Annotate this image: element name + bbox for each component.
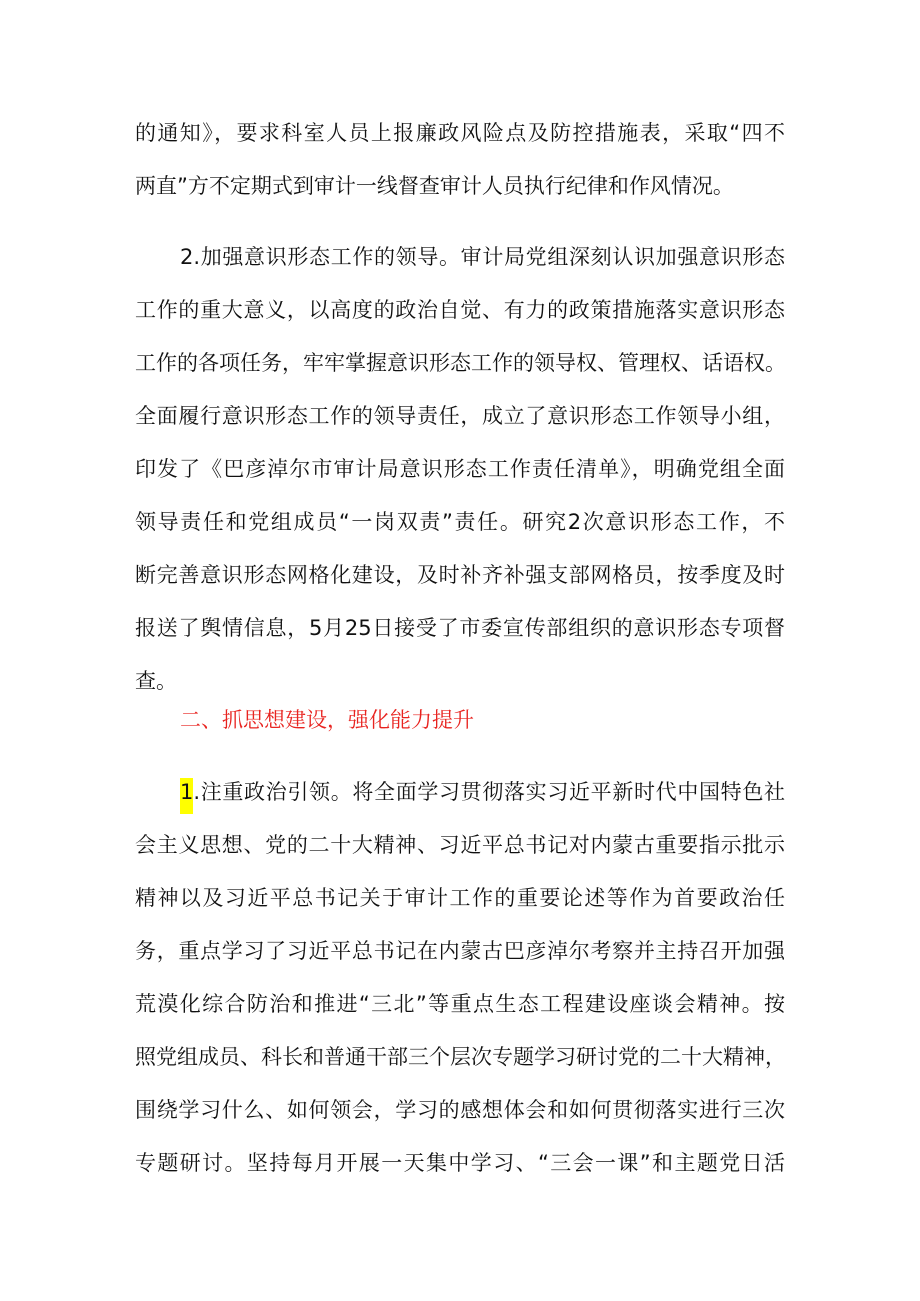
- paragraph-line-first: [135, 766, 785, 819]
- paragraph-line: 断完善意识形态网格化建设，及时补齐补强支部网格员，按季度及时: [135, 563, 785, 587]
- paragraph-continuation: [135, 107, 785, 213]
- paragraph-line: 领导责任和党组成员“一岗双责”责任。研究2次意识形态工作，不: [135, 510, 785, 534]
- paragraph-line: 印发了《巴彦淖尔市审计局意识形态工作责任清单》，明确党组全面: [135, 457, 785, 481]
- paragraph-line: 专题研讨。坚持每月开展一天集中学习、“三会一课”和主题党日活: [135, 1151, 785, 1175]
- paragraph-line: 工作的各项任务，牢牢掌握意识形态工作的领导权、管理权、话语权。: [135, 351, 786, 375]
- paragraph-line: 荒漠化综合防治和推进“三北”等重点生态工程建设座谈会精神。按: [135, 992, 785, 1016]
- paragraph-line: 会主义思想、党的二十大精神、习近平总书记对内蒙古重要指示批示: [135, 833, 785, 857]
- paragraph-line: 围绕学习什么、如何领会，学习的感想体会和如何贯彻落实进行三次: [135, 1098, 785, 1122]
- paragraph-line: 查。: [135, 669, 177, 693]
- paragraph-line: 精神以及习近平总书记关于审计工作的重要论述等作为首要政治任: [135, 886, 785, 910]
- paragraph-line: 两直”方不定期式到审计一线督查审计人员执行纪律和作风情况。: [135, 174, 734, 198]
- paragraph-political-guidance: [135, 766, 785, 1190]
- paragraph-line: 全面履行意识形态工作的领导责任，成立了意识形态工作领导小组，: [135, 404, 785, 428]
- paragraph-line: 报送了舆情信息，5月25日接受了市委宣传部组织的意识形态专项督: [135, 616, 785, 640]
- paragraph-line: 2.加强意识形态工作的领导。审计局党组深刻认识加强意识形态: [180, 245, 785, 269]
- paragraph-ideology-leadership: [135, 231, 785, 708]
- paragraph-line-rest: .注重政治引领。将全面学习贯彻落实习近平新时代中国特色社: [193, 780, 785, 804]
- paragraph-line: 务，重点学习了习近平总书记在内蒙古巴彦淖尔考察并主持召开加强: [135, 939, 785, 963]
- section-heading: 二、抓思想建设，强化能力提升: [180, 708, 474, 732]
- paragraph-line: 工作的重大意义，以高度的政治自觉、有力的政策措施落实意识形态: [135, 298, 785, 322]
- paragraph-line: 照党组成员、科长和普通干部三个层次专题学习研讨党的二十大精神，: [135, 1045, 786, 1069]
- highlighted-number: 1: [180, 778, 193, 814]
- paragraph-line: 的通知》，要求科室人员上报廉政风险点及防控措施表，采取“四不: [135, 121, 785, 145]
